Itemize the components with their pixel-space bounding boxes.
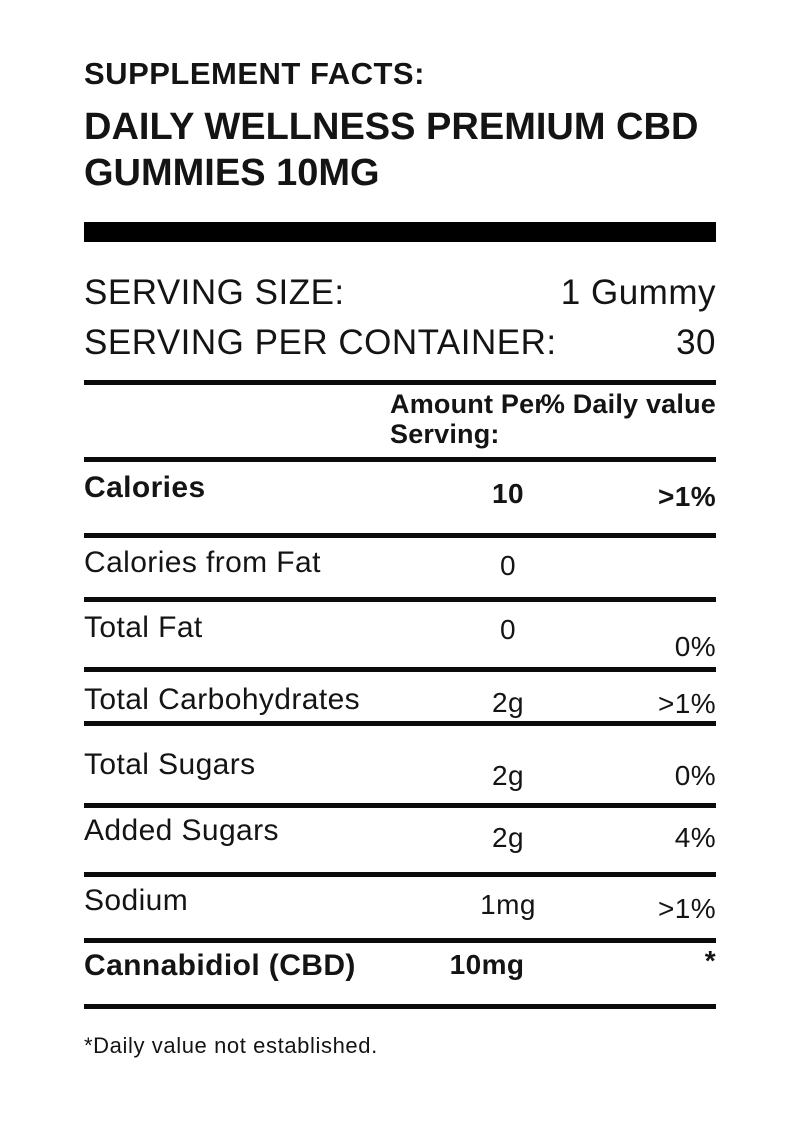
nutrient-amount: 0 — [500, 614, 516, 645]
row-total-carbohydrates — [84, 672, 716, 726]
row-sodium — [84, 877, 716, 943]
nutrition-facts-table — [84, 380, 716, 1009]
nutrient-amount: 10 — [492, 478, 524, 509]
row-cannabidiol-cbd — [84, 943, 716, 1009]
amount-per-serving-column-header: Amount Per Serving: — [390, 389, 546, 449]
nutrient-daily-value: * — [704, 945, 716, 976]
serving-size-row — [84, 272, 716, 314]
nutrient-label: Cannabidiol (CBD) — [84, 949, 356, 982]
nutrient-amount: 2g — [492, 687, 524, 718]
nutrient-label: Calories from Fat — [84, 546, 321, 579]
row-total-sugars — [84, 726, 716, 808]
servings-per-container-label: SERVING PER CONTAINER: — [84, 323, 557, 362]
serving-size-value: 1 Gummy — [560, 273, 716, 312]
nutrient-amount: 10mg — [449, 949, 525, 980]
nutrient-label: Calories — [84, 471, 206, 504]
row-calories — [84, 462, 716, 538]
row-added-sugars — [84, 808, 716, 877]
nutrient-label: Total Carbohydrates — [84, 683, 361, 716]
top-divider-bar — [84, 222, 716, 242]
row-total-fat — [84, 602, 716, 672]
product-title: DAILY WELLNESS PREMIUM CBD GUMMIES 10MG — [84, 106, 699, 194]
nutrient-amount: 0 — [500, 550, 516, 581]
nutrient-amount: 2g — [492, 760, 524, 791]
serving-size-label: SERVING SIZE: — [84, 273, 345, 312]
servings-per-container-row — [84, 322, 716, 364]
supplement-facts-heading: SUPPLEMENT FACTS: — [84, 56, 425, 91]
daily-value-column-header: % Daily value — [540, 389, 716, 419]
serving-info-section — [84, 272, 716, 364]
nutrient-daily-value: >1% — [657, 688, 716, 719]
nutrient-label: Total Sugars — [84, 748, 256, 781]
nutrient-daily-value: >1% — [657, 893, 716, 924]
nutrient-amount: 2g — [492, 822, 524, 853]
nutrient-label: Total Fat — [84, 611, 203, 644]
servings-per-container-value: 30 — [676, 323, 716, 362]
nutrient-daily-value: 4% — [674, 822, 716, 853]
row-calories-from-fat — [84, 538, 716, 602]
daily-value-footnote: *Daily value not established. — [84, 1033, 378, 1058]
nutrient-label: Added Sugars — [84, 814, 279, 847]
nutrient-daily-value: 0% — [674, 631, 716, 662]
nutrient-daily-value: >1% — [657, 481, 716, 512]
nutrient-daily-value: 0% — [674, 760, 716, 791]
nutrient-label: Sodium — [84, 884, 189, 917]
table-header-row — [84, 385, 716, 462]
nutrient-amount: 1mg — [480, 889, 536, 920]
